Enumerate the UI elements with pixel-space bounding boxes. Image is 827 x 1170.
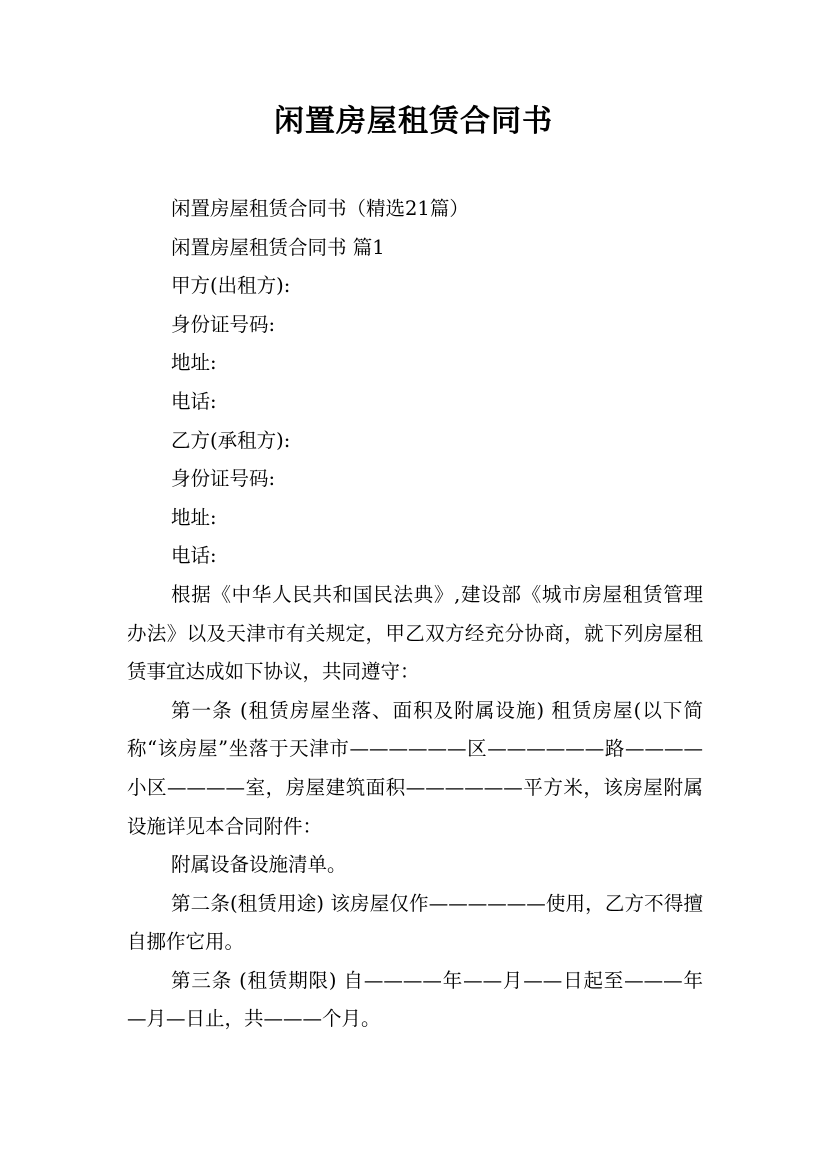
paragraph-party-a-phone: 电话: — [171, 389, 217, 413]
paragraph-section-heading: 闲置房屋租赁合同书 篇1 — [171, 235, 385, 259]
document-title: 闲置房屋租赁合同书 — [274, 104, 553, 139]
paragraph-party-b: 乙方(承租方): — [171, 428, 291, 452]
paragraph-party-b-phone: 电话: — [171, 544, 217, 568]
paragraph-appendix-note: 附属设备设施清单。 — [171, 853, 347, 877]
paragraph-party-a: 甲方(出租方): — [171, 274, 291, 298]
paragraph-article-2: 第二条(租赁用途) 该房屋仅作——————使用，乙方不得擅自挪作它用。 — [127, 891, 703, 954]
paragraph-party-b-id: 身份证号码: — [171, 467, 276, 491]
paragraph-party-a-address: 地址: — [171, 351, 217, 375]
paragraph-subtitle: 闲置房屋租赁合同书（精选21篇） — [171, 197, 469, 220]
document-body — [127, 190, 703, 1039]
paragraph-party-a-id: 身份证号码: — [171, 312, 276, 336]
paragraph-party-b-address: 地址: — [171, 505, 217, 529]
paragraph-preamble: 根据《中华人民共和国民法典》,建设部《城市房屋租赁管理办法》以及天津市有关规定，甲乙双方经充分协商，就下列房屋租赁事宜达成如下协议，共同遵守： — [127, 582, 703, 684]
paragraph-article-1: 第一条 (租赁房屋坐落、面积及附属设施) 租赁房屋(以下简称“该房屋”坐落于天津市——————区——————路————小区————室，房屋建筑面积——————平方米，该房屋附属设施详见本合同附件： — [127, 698, 703, 838]
paragraph-article-3: 第三条 (租赁期限) 自————年——月——日起至———年—月—日止，共———个月。 — [127, 968, 703, 1031]
